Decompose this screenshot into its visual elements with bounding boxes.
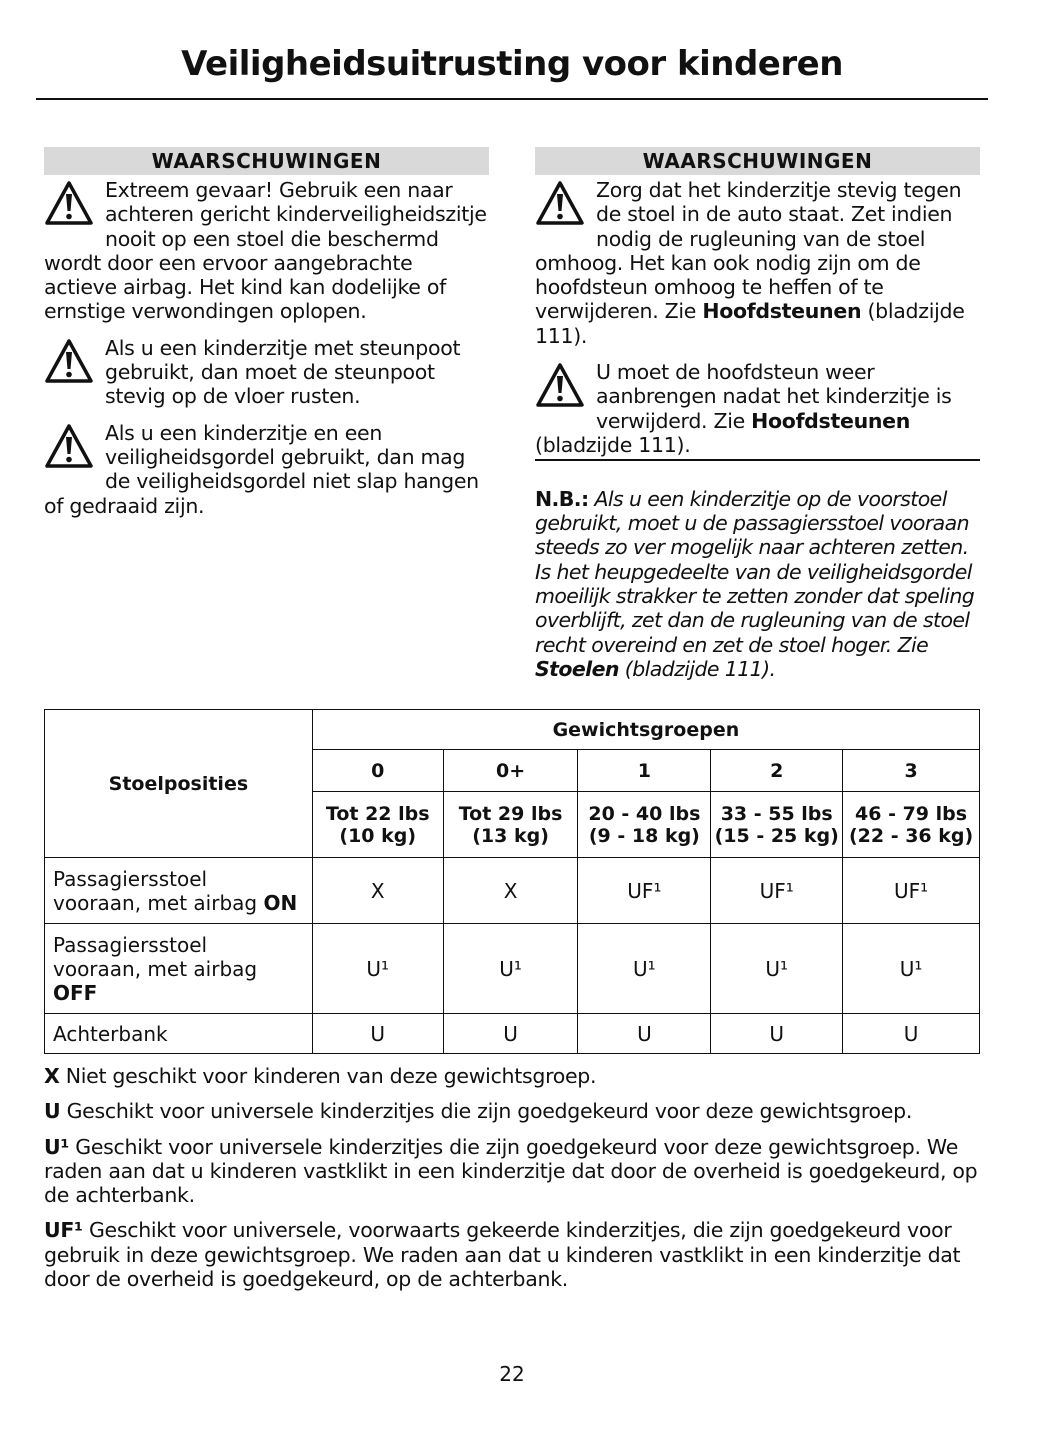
weight-range-header: 46 - 79 lbs (22 - 36 kg) bbox=[843, 792, 980, 858]
warning-item bbox=[535, 360, 980, 461]
page-reference: (bladzijde 111). bbox=[535, 299, 965, 348]
table-cell: U bbox=[578, 1014, 711, 1054]
warning-triangle-icon bbox=[44, 338, 94, 386]
warning-item bbox=[44, 336, 489, 409]
weight-range-header: 33 - 55 lbs (15 - 25 kg) bbox=[711, 792, 843, 858]
table-cell: U bbox=[711, 1014, 843, 1054]
legend-key: X bbox=[44, 1064, 60, 1088]
warning-item bbox=[44, 421, 489, 518]
page-number: 22 bbox=[499, 1362, 525, 1386]
left-column bbox=[44, 147, 489, 530]
legend-item bbox=[44, 1218, 984, 1291]
legend-text: Niet geschikt voor kinderen van deze gewichtsgroep. bbox=[59, 1064, 597, 1088]
seat-positions-header: Stoelposities bbox=[45, 710, 313, 858]
seat-position-table bbox=[44, 709, 980, 1054]
headrests-link[interactable]: Hoofdsteunen bbox=[702, 299, 862, 324]
seats-link[interactable]: Stoelen bbox=[535, 656, 619, 681]
note-label: N.B.: bbox=[535, 486, 589, 511]
legend-text: Geschikt voor universele, voorwaarts gekeerde kinderzitjes, die zijn goedgekeurd voor gebruik in deze gewichtsgroep. We raden aan dat u kinderen vastklikt in een kinderzitje dat door de overheid is goedgekeurd, op de achterbank. bbox=[44, 1218, 961, 1292]
legend-key: UF¹ bbox=[44, 1218, 83, 1243]
legend-item bbox=[44, 1135, 984, 1208]
table-cell: U¹ bbox=[578, 924, 711, 1014]
table-cell: UF¹ bbox=[711, 858, 843, 924]
warnings-heading: WAARSCHUWINGEN bbox=[44, 147, 489, 175]
table-cell: U bbox=[312, 1014, 443, 1054]
warnings-end-rule bbox=[535, 459, 980, 461]
table-row bbox=[45, 858, 980, 924]
legend-text: Geschikt voor universele kinderzitjes die zijn goedgekeurd voor deze gewichtsgroep. We raden aan dat u kinderen vastklikt in een kinderzitje dat door de overheid is goedgekeurd, op de achterbank. bbox=[44, 1134, 978, 1208]
headrests-link[interactable]: Hoofdsteunen bbox=[751, 408, 911, 433]
table-cell: U¹ bbox=[711, 924, 843, 1014]
table-row bbox=[45, 924, 980, 1014]
table-cell: X bbox=[312, 858, 443, 924]
warning-item bbox=[44, 178, 489, 324]
table-cell: U¹ bbox=[312, 924, 443, 1014]
warning-item bbox=[535, 178, 980, 348]
note-paragraph bbox=[535, 487, 980, 681]
table-cell: U¹ bbox=[443, 924, 578, 1014]
row-label: Passagiersstoel vooraan, met airbag OFF bbox=[45, 924, 313, 1014]
group-header: 1 bbox=[578, 750, 711, 792]
warning-triangle-icon bbox=[535, 180, 585, 228]
legend-key: U bbox=[44, 1099, 61, 1124]
page-reference: (bladzijde 111). bbox=[618, 656, 776, 681]
weight-range-header: Tot 29 lbs (13 kg) bbox=[443, 792, 578, 858]
table-cell: U bbox=[443, 1014, 578, 1054]
weight-range-header: 20 - 40 lbs (9 - 18 kg) bbox=[578, 792, 711, 858]
table-row bbox=[45, 1014, 980, 1054]
legend-key: U¹ bbox=[44, 1134, 70, 1159]
table-cell: UF¹ bbox=[843, 858, 980, 924]
warning-triangle-icon bbox=[535, 362, 585, 410]
warning-text: Extreem gevaar! Gebruik een naar achteren gericht kinderveiligheidszitje nooit op een stoel die beschermd wordt door een ervoor aangebrachte actieve airbag. Het kind kan dodelijke of ernstige verwondingen oplopen. bbox=[44, 178, 487, 324]
legend-item bbox=[44, 1064, 984, 1088]
group-header: 0+ bbox=[443, 750, 578, 792]
table-cell: X bbox=[443, 858, 578, 924]
page-title: Veiligheidsuitrusting voor kinderen bbox=[181, 44, 843, 84]
warning-triangle-icon bbox=[44, 423, 94, 471]
row-label: Achterbank bbox=[45, 1014, 313, 1054]
group-header: 0 bbox=[312, 750, 443, 792]
group-header: 2 bbox=[711, 750, 843, 792]
warnings-heading: WAARSCHUWINGEN bbox=[535, 147, 980, 175]
legend-text: Geschikt voor universele kinderzitjes die zijn goedgekeurd voor deze gewichtsgroep. bbox=[60, 1099, 913, 1124]
page-reference: (bladzijde 111). bbox=[535, 432, 691, 457]
warning-text: Als u een kinderzitje met steunpoot gebruikt, dan moet de steunpoot stevig op de vloer rusten. bbox=[105, 335, 461, 409]
weight-groups-header: Gewichtsgroepen bbox=[312, 710, 979, 750]
note-text: Als u een kinderzitje op de voorstoel gebruikt, moet u de passagiersstoel vooraan steeds zo ver mogelijk naar achteren zetten. Is het heupgedeelte van de veiligheidsgordel moeilijk strakker te zetten zonder dat speling overblijft, zet dan de rugleuning van de stoel recht overeind en zet de stoel hoger. Zie bbox=[535, 486, 975, 657]
title-divider bbox=[36, 98, 988, 100]
row-label: Passagiersstoel vooraan, met airbag ON bbox=[45, 858, 313, 924]
warning-text: Zorg dat het kinderzitje stevig tegen de stoel in de auto staat. Zet indien nodig de rugleuning van de stoel omhoog. Het kan ook nodig zijn om de hoofdsteun omhoog te heffen of te verwijderen. Zie bbox=[535, 178, 962, 324]
weight-range-header: Tot 22 lbs (10 kg) bbox=[312, 792, 443, 858]
table-cell: U bbox=[843, 1014, 980, 1054]
right-column bbox=[535, 147, 980, 681]
warning-text: U moet de hoofdsteun weer aanbrengen nadat het kinderzitje is verwijderd. Zie bbox=[596, 360, 952, 433]
warning-triangle-icon bbox=[44, 180, 94, 228]
group-header: 3 bbox=[843, 750, 980, 792]
table-legend bbox=[44, 1064, 984, 1302]
warning-text: Als u een kinderzitje en een veiligheidsgordel gebruikt, dan mag de veiligheidsgordel niet slap hangen of gedraaid zijn. bbox=[44, 420, 479, 518]
table-header-row bbox=[45, 710, 980, 750]
table-cell: U¹ bbox=[843, 924, 980, 1014]
legend-item bbox=[44, 1099, 984, 1123]
table-cell: UF¹ bbox=[578, 858, 711, 924]
